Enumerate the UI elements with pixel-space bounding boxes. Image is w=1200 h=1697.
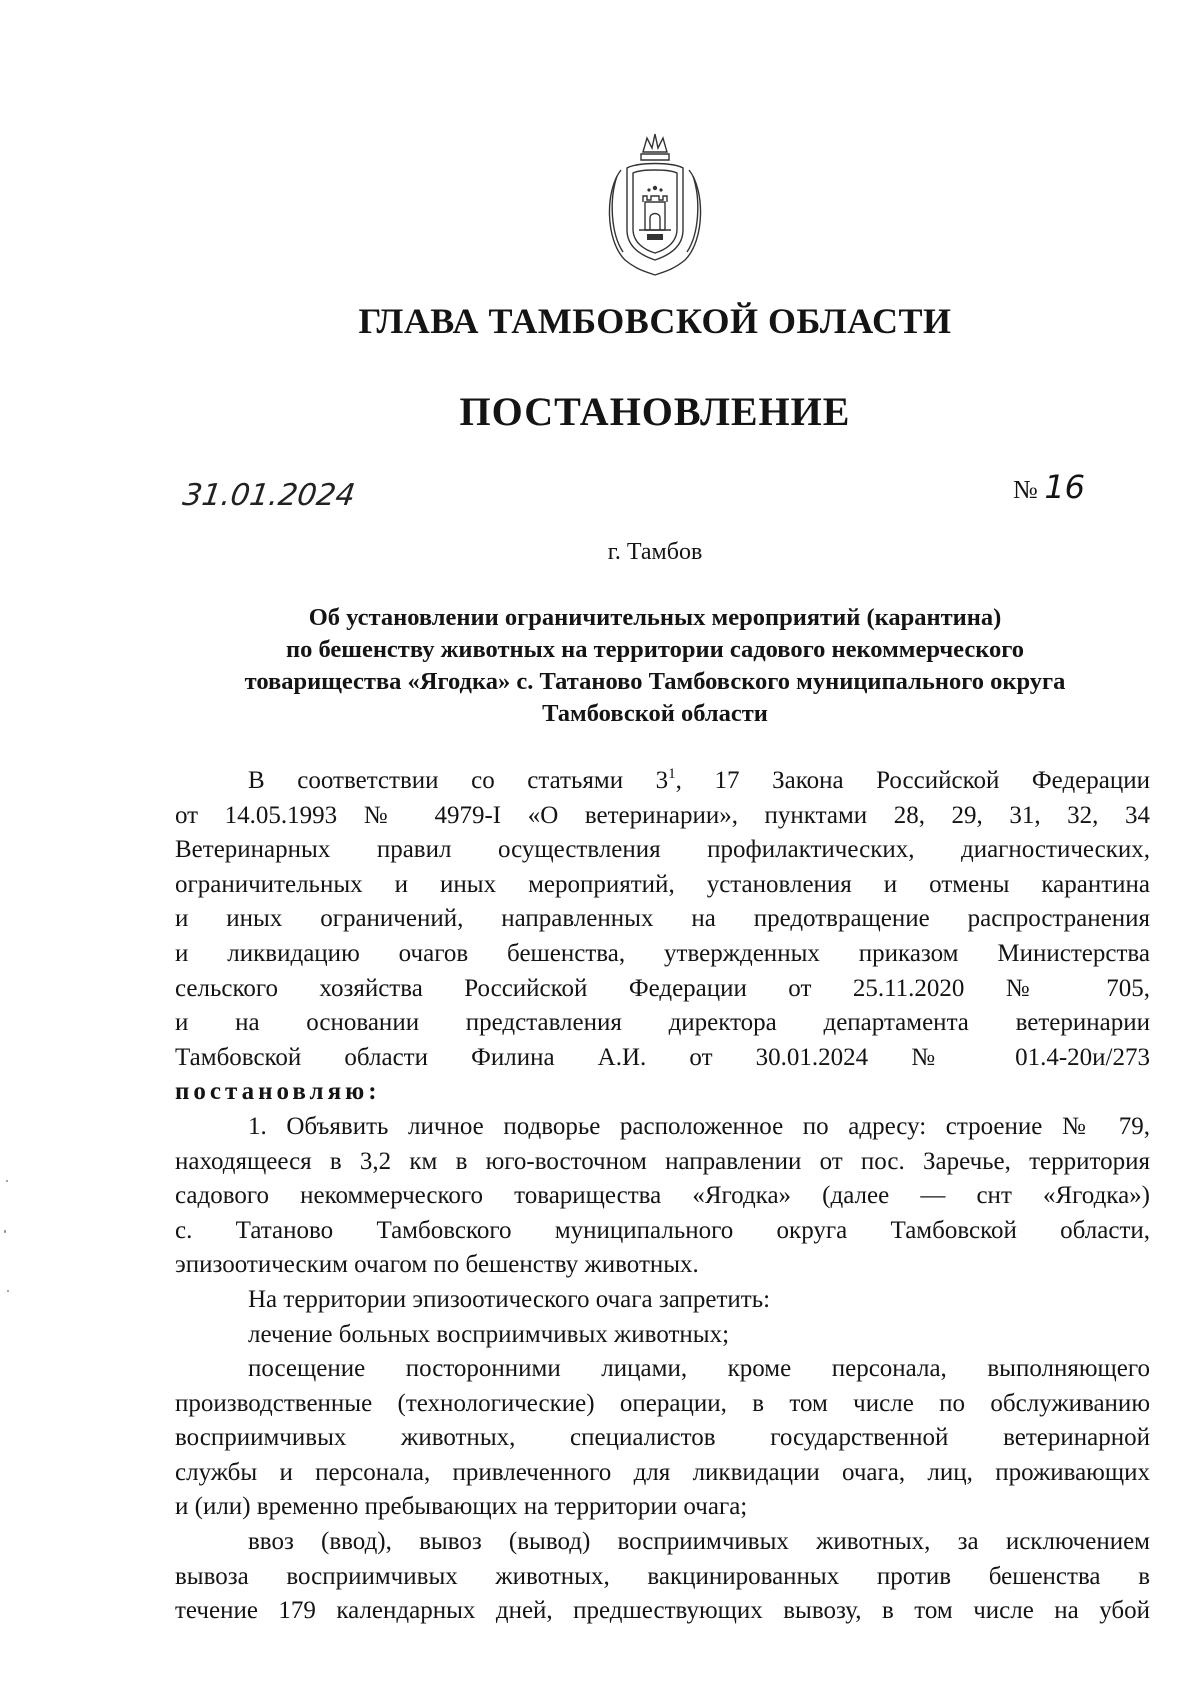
text-line: восприимчивых животных, специалистов государственной ветеринарной	[175, 1424, 1150, 1452]
document-number	[1013, 468, 1085, 506]
document-type: ПОСТАНОВЛЕНИЕ	[459, 389, 851, 434]
title-line: Тамбовской области	[542, 700, 768, 727]
text-line: ограничительных и иных мероприятий, установления и отмены карантина	[175, 870, 1150, 898]
text-line	[175, 764, 1150, 799]
scan-speck	[4, 1230, 6, 1233]
text-line: от 14.05.1993 № 4979-I «О ветеринарии», пунктами 28, 29, 31, 32, 34	[175, 801, 1150, 829]
city: г. Тамбов	[607, 539, 703, 565]
ban-item	[175, 1525, 1150, 1629]
document-date: 31.01.2024	[180, 478, 358, 513]
text-line: и (или) временно пребывающих на территории очага;	[175, 1493, 748, 1521]
text-line: эпизоотическим очагом по бешенству животных.	[175, 1251, 699, 1279]
ban-item	[175, 1352, 1150, 1525]
ban-item: лечение больных восприимчивых животных;	[248, 1320, 730, 1348]
text-line: и на основании представления директора департамента ветеринарии	[175, 1009, 1150, 1037]
ban-intro: На территории эпизоотического очага запретить:	[248, 1285, 771, 1313]
text-line: Ветеринарных правил осуществления профилактических, диагностических,	[175, 836, 1150, 864]
scan-speck	[6, 1180, 8, 1182]
text-line: и ликвидацию очагов бешенства, утвержденных приказом Министерства	[175, 939, 1150, 967]
number-prefix: №	[1013, 475, 1038, 504]
text-line: течение 179 календарных дней, предшествующих вывозу, в том числе на убой	[175, 1597, 1150, 1625]
text-line: посещение посторонними лицами, кроме персонала, выполняющего	[248, 1355, 1150, 1383]
text-line: ввоз (ввод), вывоз (вывод) восприимчивых животных, за исключением	[248, 1528, 1150, 1556]
superscript: 1	[668, 765, 676, 782]
text-line: 1. Объявить личное подворье расположенное по адресу: строение № 79,	[248, 1112, 1150, 1140]
text-line: производственные (технологические) операции, в том числе по обслуживанию	[175, 1389, 1150, 1417]
text-line: службы и персонала, привлеченного для ликвидации очага, лиц, проживающих	[175, 1458, 1150, 1486]
text-line: садового некоммерческого товарищества «Ягодка» (далее — снт «Ягодка»)	[175, 1182, 1150, 1210]
scan-speck	[7, 1290, 9, 1292]
preamble-paragraph	[175, 764, 1150, 1075]
text-line: находящееся в 3,2 км в юго-восточном направлении от пос. Заречье, территория	[175, 1147, 1150, 1175]
title-line: по бешенству животных на территории садового некоммерческого	[285, 636, 1025, 663]
text-line: вывоза восприимчивых животных, вакцинированных против бешенства в	[175, 1562, 1150, 1590]
text-fragment: В соответствии со статьями 3	[248, 767, 669, 794]
document-body	[175, 764, 1150, 1629]
title-line: Об установлении ограничительных мероприятий (карантина)	[308, 604, 1002, 631]
issuing-authority: ГЛАВА ТАМБОВСКОЙ ОБЛАСТИ	[358, 301, 952, 341]
text-line: сельского хозяйства Российской Федерации от 25.11.2020 № 705,	[175, 974, 1150, 1002]
text-line: Тамбовской области Филина А.И. от 30.01.2024 № 01.4-20и/273	[175, 1043, 1150, 1071]
number-value: 16	[1044, 468, 1086, 506]
text-line: с. Татаново Тамбовского муниципального округа Тамбовской области,	[175, 1216, 1150, 1244]
text-fragment: , 17 Закона Российской Федерации	[675, 767, 1150, 794]
title-line: товарищества «Ягодка» с. Татаново Тамбовского муниципального округа	[244, 668, 1066, 695]
coat-of-arms-icon	[595, 130, 715, 280]
text-line: и иных ограничений, направленных на предотвращение распространения	[175, 905, 1150, 933]
document-title	[160, 602, 1150, 730]
decree-word: постановляю:	[175, 1078, 381, 1106]
item-1	[175, 1110, 1150, 1283]
